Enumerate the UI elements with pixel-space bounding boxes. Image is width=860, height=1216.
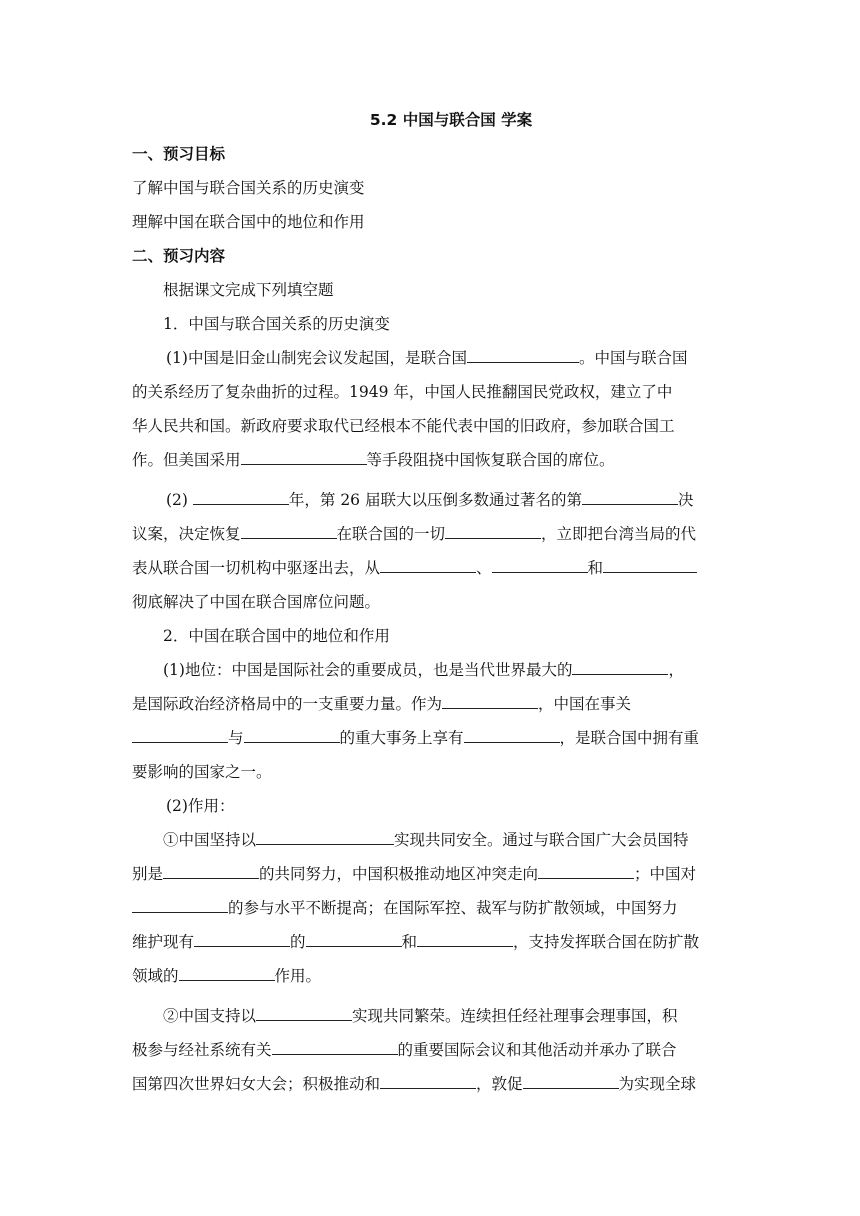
fill-blank[interactable] (306, 926, 402, 947)
fill-blank[interactable] (132, 892, 228, 913)
fill-blank[interactable] (445, 518, 541, 539)
paragraph-line: 作。但美国采用 等手段阻挠中国恢复联合国的席位。 (132, 443, 732, 477)
paragraph-line: 的参与水平不断提高；在国际军控、裁军与防扩散领域，中国努力 (132, 891, 732, 925)
paragraph-line: 表从联合国一切机构中驱逐出去，从 、 和 (132, 551, 732, 585)
paragraph-line: 与 的重大事务上享有 ，是联合国中拥有重 (132, 721, 732, 755)
fill-blank[interactable] (241, 518, 337, 539)
paragraph-line: 的关系经历了复杂曲折的过程。1949 年，中国人民推翻国民党政权，建立了中 (132, 383, 673, 401)
fill-blank[interactable] (603, 552, 697, 573)
subsection-title: 1．中国与联合国关系的历史演变 (163, 315, 390, 333)
fill-blank[interactable] (244, 722, 340, 743)
paragraph-line: 极参与经社系统有关 的重要国际会议和其他活动并承办了联合 (132, 1033, 732, 1067)
goal-item: 理解中国在联合国中的地位和作用 (132, 213, 365, 231)
fill-blank[interactable] (256, 1000, 352, 1021)
fill-blank[interactable] (523, 1068, 619, 1089)
paragraph-line: ②中国支持以 实现共同繁荣。连续担任经社理事会理事国，积 (132, 999, 732, 1033)
fill-blank[interactable] (538, 858, 634, 879)
paragraph-line: (1)地位：中国是国际社会的重要成员，也是当代世界最大的 ， (132, 653, 732, 687)
fill-blank[interactable] (179, 960, 275, 981)
fill-blank[interactable] (193, 484, 289, 505)
paragraph-line: 要影响的国家之一。 (132, 763, 272, 781)
fill-blank[interactable] (467, 342, 579, 363)
fill-blank[interactable] (442, 688, 538, 709)
paragraph-line: 别是 的共同努力，中国积极推动地区冲突走向 ；中国对 (132, 857, 732, 891)
goal-item: 了解中国与联合国关系的历史演变 (132, 179, 365, 197)
page-title: 5.2 中国与联合国 学案 (369, 111, 533, 129)
fill-blank[interactable] (582, 484, 678, 505)
fill-blank[interactable] (380, 552, 476, 573)
instruction-text: 根据课文完成下列填空题 (163, 281, 334, 299)
paragraph-line: 是国际政治经济格局中的一支重要力量。作为 ，中国在事关 (132, 687, 732, 721)
section-heading-content: 二、预习内容 (132, 247, 226, 265)
paragraph-line: (2)作用： (166, 797, 235, 815)
fill-blank[interactable] (194, 926, 290, 947)
paragraph-line: 华人民共和国。新政府要求取代已经根本不能代表中国的旧政府，参加联合国工 (132, 417, 675, 435)
paragraph-line: ①中国坚持以 实现共同安全。通过与联合国广大会员国特 (132, 823, 732, 857)
paragraph-line: 彻底解决了中国在联合国席位问题。 (132, 593, 381, 611)
fill-blank[interactable] (417, 926, 513, 947)
fill-blank[interactable] (163, 858, 259, 879)
fill-blank[interactable] (572, 654, 668, 675)
fill-blank[interactable] (464, 722, 560, 743)
paragraph-line: (2) 年，第 26 届联大以压倒多数通过著名的第 决 (132, 483, 732, 517)
paragraph-line: 领域的 作用。 (132, 959, 732, 993)
subsection-title: 2．中国在联合国中的地位和作用 (163, 627, 390, 645)
fill-blank[interactable] (492, 552, 588, 573)
fill-blank[interactable] (132, 722, 228, 743)
fill-blank[interactable] (256, 824, 394, 845)
fill-blank[interactable] (272, 1034, 398, 1055)
paragraph-line: 国第四次世界妇女大会；积极推动和 ，敦促 为实现全球 (132, 1067, 732, 1101)
paragraph-line: 议案，决定恢复 在联合国的一切 ，立即把台湾当局的代 (132, 517, 732, 551)
paragraph-line: (1)中国是旧金山制宪会议发起国，是联合国 。中国与联合国 (132, 341, 732, 375)
document-page (132, 103, 732, 1101)
section-heading-goals: 一、预习目标 (132, 145, 226, 163)
paragraph-line: 维护现有 的 和 ，支持发挥联合国在防扩散 (132, 925, 732, 959)
fill-blank[interactable] (380, 1068, 476, 1089)
fill-blank[interactable] (241, 444, 367, 465)
